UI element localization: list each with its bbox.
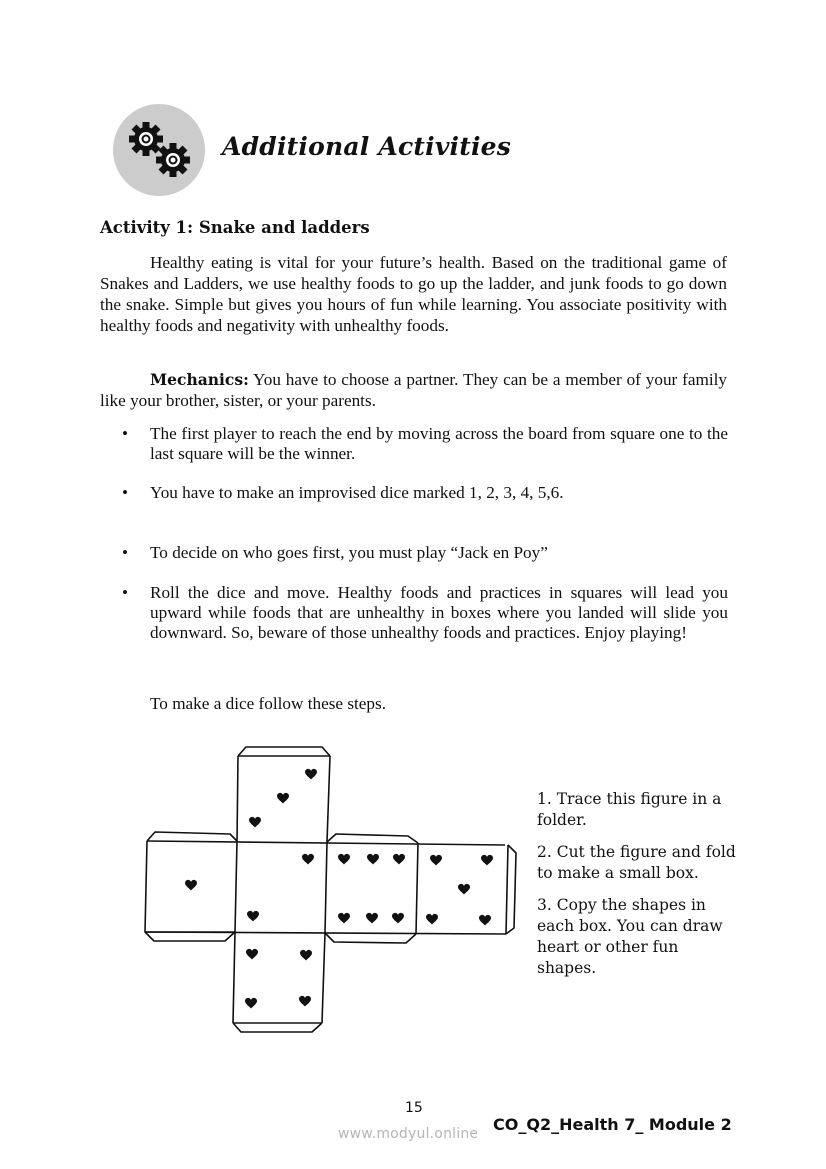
- mechanics-text: You have to choose a partner. They can be a member of your family like your brother, sister, or your parents.: [100, 370, 727, 410]
- watermark: www.modyul.online: [338, 1126, 479, 1142]
- bullet-item: [122, 543, 728, 563]
- mechanics-label: Mechanics:: [150, 370, 249, 389]
- dice-steps: [537, 789, 737, 990]
- module-code: CO_Q2_Health 7_ Module 2: [493, 1115, 732, 1134]
- intro-paragraph: [100, 252, 727, 336]
- intro-text: Healthy eating is vital for your future’s health. Based on the traditional game of Snakes and Ladders, we use healthy foods to go up the ladder, and junk foods to go down the snake. Simple but gives you hours of fun while learning. You associate positivity with healthy foods and negativity with unhealthy foods.: [100, 253, 727, 335]
- section-title: Additional Activities: [222, 132, 512, 161]
- step-item: 1. Trace this figure in a folder.: [537, 790, 722, 829]
- step-item: 3. Copy the shapes in each box. You can draw heart or other fun shapes.: [537, 896, 723, 977]
- dice-intro: To make a dice follow these steps.: [150, 694, 387, 713]
- gears-icon: [113, 104, 205, 196]
- bullet-icon: •: [122, 483, 129, 502]
- page-number: 15: [405, 1100, 423, 1116]
- bullet-text: Roll the dice and move. Healthy foods and practices in squares will lead you upward while foods that are unhealthy in boxes where you landed will slide you downward. So, beware of those unhealthy foods and practices. Enjoy playing!: [150, 583, 728, 642]
- step-item: 2. Cut the figure and fold to make a small box.: [537, 843, 736, 882]
- heart-icon: [249, 769, 317, 828]
- dice-net-diagram: [140, 740, 530, 1040]
- heart-icon: [185, 880, 197, 891]
- bullet-icon: •: [122, 583, 129, 602]
- bullet-item: [122, 483, 728, 503]
- bullet-text: The first player to reach the end by moving across the board from square one to the last square will be the winner.: [150, 424, 728, 463]
- bullet-icon: •: [122, 543, 129, 562]
- bullet-text: To decide on who goes first, you must play “Jack en Poy”: [150, 543, 548, 562]
- bullet-item: [122, 424, 728, 464]
- mechanics-paragraph: [100, 369, 727, 411]
- bullet-icon: •: [122, 424, 129, 443]
- bullet-item: [122, 583, 728, 643]
- bullet-text: You have to make an improvised dice marked 1, 2, 3, 4, 5,6.: [150, 483, 564, 502]
- activity-title: Activity 1: Snake and ladders: [100, 218, 370, 237]
- gears-icon-badge: [113, 104, 205, 196]
